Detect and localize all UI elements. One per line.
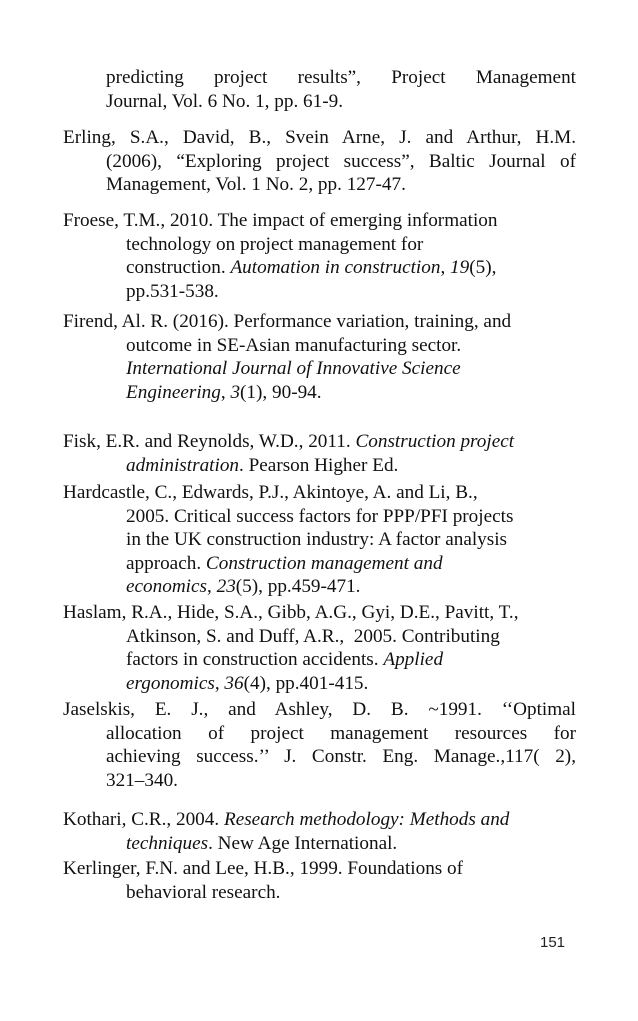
reference-line: Kerlinger, F.N. and Lee, H.B., 1999. Foundations of <box>63 858 464 879</box>
reference-line: Froese, T.M., 2010. The impact of emerging information <box>63 210 498 231</box>
journal-title: Engineering <box>126 381 221 403</box>
reference-entry-hardcastle <box>63 481 576 599</box>
reference-text: (5), <box>469 257 497 279</box>
reference-line: pp.531-538. <box>126 280 219 302</box>
journal-title: economics <box>126 576 207 598</box>
reference-text: factors in construction accidents. <box>126 649 384 671</box>
reference-entry-firend <box>63 310 576 404</box>
reference-entry-continued <box>106 66 576 113</box>
reference-entry-haslam <box>63 601 576 695</box>
reference-text: . Pearson Higher Ed. <box>239 454 399 476</box>
reference-line <box>63 381 576 405</box>
reference-line <box>63 357 576 381</box>
journal-title: Applied <box>383 649 444 671</box>
volume-number: 23 <box>216 576 236 598</box>
reference-line: Journal, Vol. 6 No. 1, pp. 61-9. <box>106 90 344 112</box>
reference-text: Fisk, E.R. and Reynolds, W.D., 2011. <box>63 431 356 452</box>
book-title: administration <box>126 454 240 476</box>
reference-line: predicting project results”, Project Management <box>106 67 576 88</box>
reference-text: , <box>207 576 217 598</box>
reference-line <box>63 672 576 696</box>
reference-entry-froese <box>63 209 576 303</box>
volume-number: 36 <box>224 672 244 694</box>
reference-line <box>63 832 576 856</box>
reference-line <box>63 454 576 478</box>
reference-line: Jaselskis, E. J., and Ashley, D. B. ~1991. ‘‘Optimal <box>63 699 576 720</box>
journal-title: International Journal of Innovative Science <box>126 358 461 380</box>
reference-line: allocation of project management resources for <box>106 722 576 744</box>
reference-line: in the UK construction industry: A factor analysis <box>126 529 508 551</box>
reference-text: , <box>220 381 231 403</box>
reference-text: , <box>214 672 225 694</box>
reference-line <box>63 808 576 832</box>
reference-line <box>63 648 576 672</box>
journal-title: Automation in construction <box>230 257 441 279</box>
reference-line: achieving success.’’ J. Constr. Eng. Manage.,117( 2), <box>106 746 576 768</box>
reference-line: 321–340. <box>106 769 178 791</box>
reference-line: 2005. Critical success factors for PPP/PFI projects <box>126 505 514 527</box>
book-title: techniques <box>126 832 209 854</box>
reference-line <box>63 430 576 454</box>
reference-line <box>63 575 576 599</box>
reference-entry-erling <box>63 126 576 197</box>
reference-line: Management, Vol. 1 No. 2, pp. 127-47. <box>106 174 406 196</box>
reference-text: construction. <box>126 257 231 279</box>
reference-line <box>63 552 576 576</box>
book-title: Research methodology: Methods and <box>223 809 510 830</box>
book-title: Construction project <box>355 431 515 452</box>
reference-text: Kothari, C.R., 2004. <box>63 809 224 830</box>
journal-title: Construction management and <box>205 552 443 574</box>
reference-line: (2006), “Exploring project success”, Baltic Journal of <box>106 150 576 172</box>
reference-line: Atkinson, S. and Duff, A.R., 2005. Contributing <box>126 625 500 647</box>
reference-line: Haslam, R.A., Hide, S.A., Gibb, A.G., Gyi, D.E., Pavitt, T., <box>63 602 519 623</box>
reference-line: Firend, Al. R. (2016). Performance variation, training, and <box>63 311 512 332</box>
reference-entry-jaselskis <box>63 698 576 792</box>
reference-entry-fisk <box>63 430 576 477</box>
reference-line: Erling, S.A., David, B., Svein Arne, J. and Arthur, H.M. <box>63 127 576 148</box>
reference-text: (4), pp.401-415. <box>243 672 369 694</box>
reference-entry-kothari <box>63 808 576 855</box>
reference-text: , <box>440 257 451 279</box>
reference-text: (1), 90-94. <box>240 381 322 403</box>
reference-text: (5), pp.459-471. <box>235 576 361 598</box>
reference-line: behavioral research. <box>126 881 281 903</box>
volume-number: 19 <box>450 257 470 279</box>
reference-line: technology on project management for <box>126 233 424 255</box>
volume-number: 3 <box>230 381 241 403</box>
reference-line: Hardcastle, C., Edwards, P.J., Akintoye, A. and Li, B., <box>63 482 478 503</box>
reference-text: approach. <box>126 552 206 574</box>
reference-text: . New Age International. <box>208 832 398 854</box>
reference-line <box>63 256 576 280</box>
journal-title: ergonomics <box>126 672 215 694</box>
reference-line: outcome in SE-Asian manufacturing sector. <box>126 334 462 356</box>
page-number: 151 <box>540 934 566 951</box>
reference-entry-kerlinger <box>63 857 576 904</box>
